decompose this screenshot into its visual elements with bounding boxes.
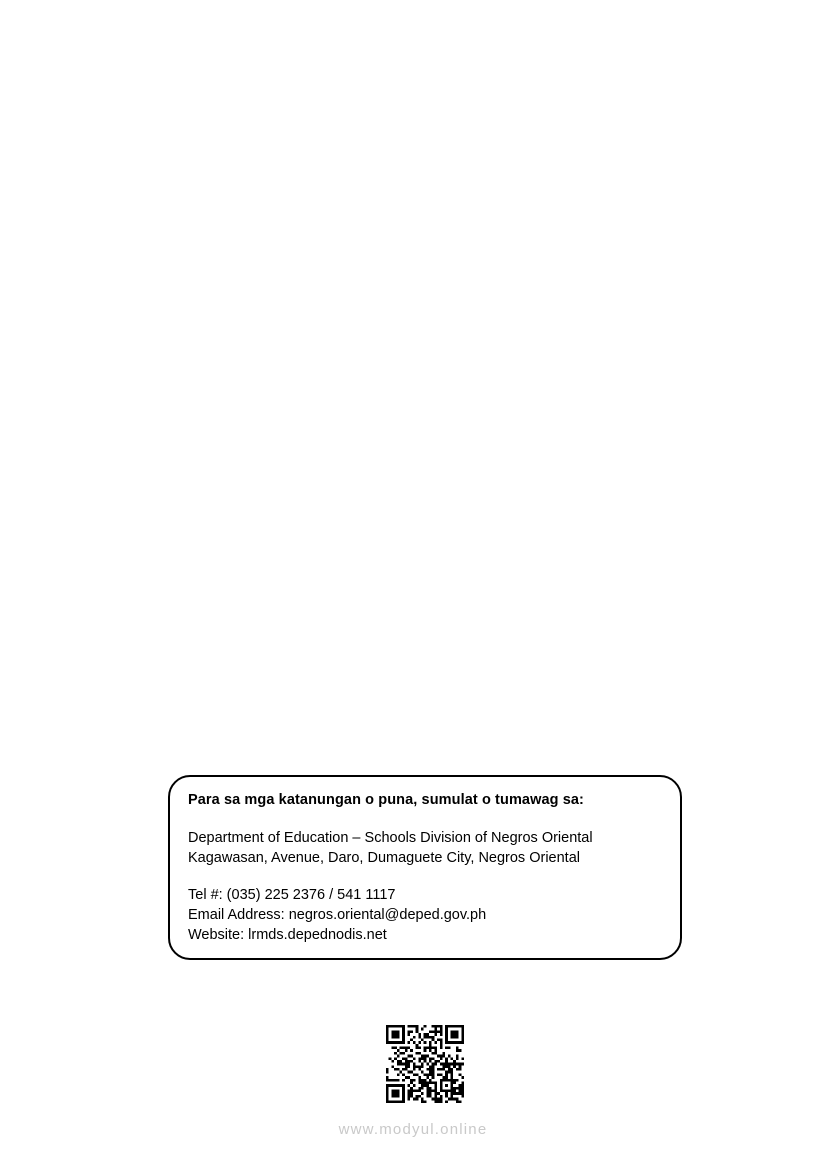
address-line-1: Department of Education – Schools Division of Negros Oriental xyxy=(188,829,593,846)
address-line-2: Kagawasan, Avenue, Daro, Dumaguete City, Negros Oriental xyxy=(188,849,580,866)
qr-code-icon xyxy=(386,1025,464,1103)
watermark-text: www.modyul.online xyxy=(338,1121,488,1138)
contact-info-content xyxy=(170,777,680,945)
qr-code-canvas xyxy=(386,1025,464,1103)
contact-info-box xyxy=(168,775,682,960)
contact-details-block xyxy=(188,885,662,945)
contact-address-block xyxy=(188,828,662,868)
email-line: Email Address: negros.oriental@deped.gov.ph xyxy=(188,906,487,923)
contact-box-heading: Para sa mga katanungan o puna, sumulat o tumawag sa: xyxy=(188,792,584,808)
website-line: Website: lrmds.depednodis.net xyxy=(188,926,387,943)
telephone-line: Tel #: (035) 225 2376 / 541 1117 xyxy=(188,886,396,903)
